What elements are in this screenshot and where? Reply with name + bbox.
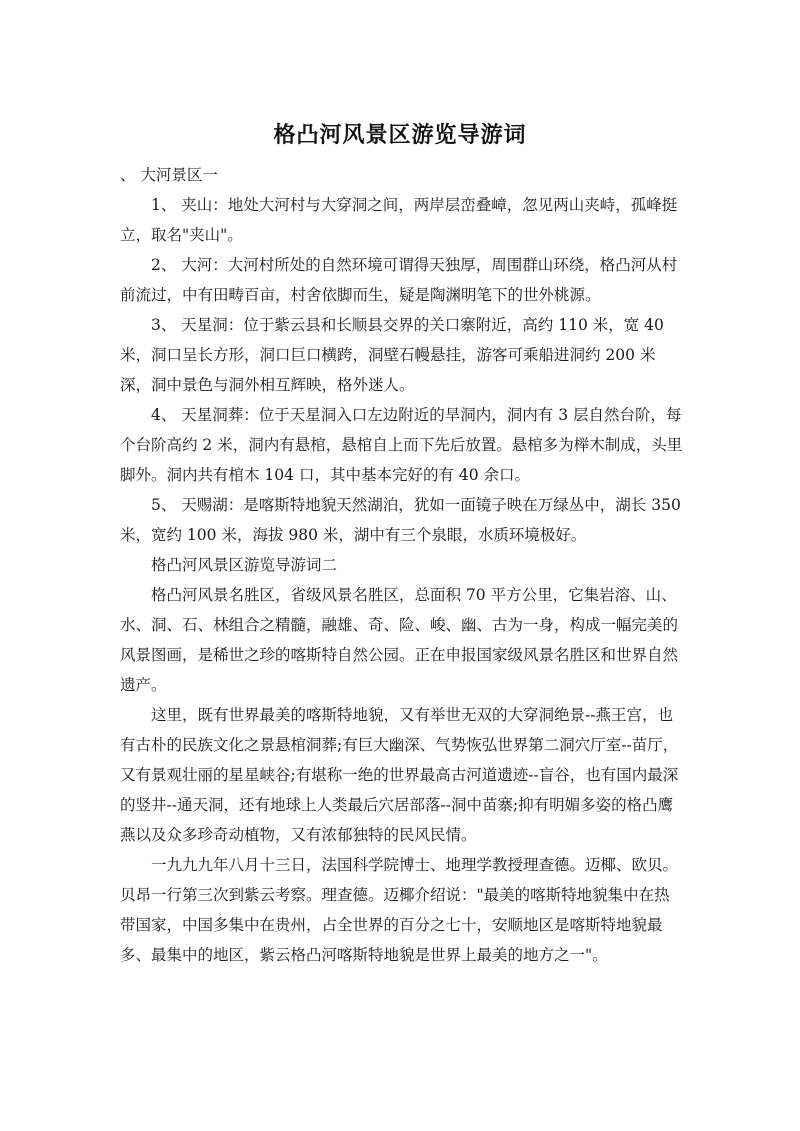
- section-heading-2: 格凸河风景区游览导游词二: [151, 556, 338, 574]
- paragraph-tianxingdong-burial: 4、 天星洞葬：位于天星洞入口左边附近的旱洞内，洞内有 3 层自然台阶，每个台阶高约 2 米，洞内有悬棺，悬棺自上而下先后放置。悬棺多为榉木制成，头里脚外。洞内共有棺木 104 口，其中基本完好的有 40 余口。: [120, 406, 683, 484]
- document-body: [120, 160, 685, 970]
- paragraph-jiashan: 1、 夹山：地处大河村与大穿洞之间，两岸层峦叠嶂，忽见两山夹峙，孤峰挺立，取名"夹山"。: [120, 196, 678, 244]
- document-title: 格凸河风景区游览导游词: [273, 123, 527, 148]
- paragraph-features: 这里，既有世界最美的喀斯特地貌，又有举世无双的大穿洞绝景--燕王宫，也有古朴的民族文化之景悬棺洞葬;有巨大幽深、气势恢弘世界第二洞穴厅室--苗厅，又有景观壮丽的星星峡谷;有堪称一绝的世界最高古河道遗迹--盲谷，也有国内最深的竖井--通天洞，还有地球上人类最后穴居部落--洞中苗寨;抑有明媚多姿的格凸鹰燕以及众多珍奇动植物，又有浓郁独特的民风民情。: [120, 706, 679, 844]
- section-heading-1: 、 大河景区一: [120, 166, 218, 184]
- paragraph-tianxingdong: 3、 天星洞：位于紫云县和长顺县交界的关口寨附近，高约 110 米，宽 40 米，洞口呈长方形，洞口巨口横跨，洞壁石幔悬挂，游客可乘船进洞约 200 米深，洞中景色与洞外相互辉映，格外迷人。: [120, 316, 664, 394]
- paragraph-tianci-lake: 5、 天赐湖：是喀斯特地貌天然湖泊，犹如一面镜子映在万绿丛中，湖长 350 米，宽约 100 米，海拔 980 米，湖中有三个泉眼，水质环境极好。: [120, 496, 681, 544]
- paragraph-overview: 格凸河风景名胜区，省级风景名胜区，总面积 70 平方公里，它集岩溶、山、水、洞、石、林组合之精髓，融雄、奇、险、峻、幽、古为一身，构成一幅完美的风景图画，是稀世之珍的喀斯特自然公园。正在申报国家级风景名胜区和世界自然遗产。: [120, 586, 679, 694]
- paragraph-dahe: 2、 大河：大河村所处的自然环境可谓得天独厚，周围群山环绕，格凸河从村前流过，中有田畴百亩，村舍依脚而生，疑是陶渊明笔下的世外桃源。: [120, 256, 678, 304]
- paragraph-expedition: 一九九九年八月十三日，法国科学院博士、地理学教授理查德。迈椰、欧贝。贝昂一行第三次到紫云考察。理查德。迈椰介绍说："最美的喀斯特地貌集中在热带国家，中国多集中在贵州，占全世界的百分之七十，安顺地区是喀斯特地貌最多、最集中的地区，紫云格凸河喀斯特地貌是世界上最美的地方之一"。: [120, 856, 679, 964]
